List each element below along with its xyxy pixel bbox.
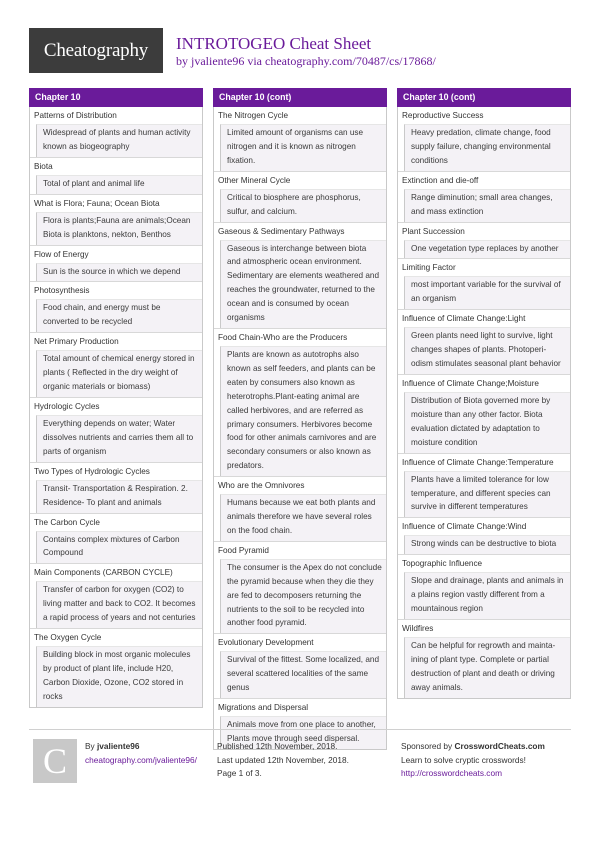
entry-title: Other Mineral Cycle [214,172,386,189]
entry [214,541,386,634]
entry-body: Slope and drainage, plants and animals in a plains region vastly different from a mountainous region [404,572,570,619]
entry-body: Animals move from one place to another, Plants move through seed dispersal. [220,716,386,749]
section-list [397,107,571,699]
entry [398,453,570,518]
entry-title: Migrations and Dispersal [214,699,386,716]
entry [398,309,570,374]
entry-title: Topographic Influence [398,555,570,572]
entry-title: Main Components (CARBON CYCLE) [30,564,202,581]
entry-title: Plant Succession [398,223,570,240]
entry-title: Influence of Climate Change:Temperature [398,454,570,471]
sheet-title: INTROTOGEO Cheat Sheet [176,34,372,53]
entry-title: Food Pyramid [214,542,386,559]
footer-sponsor-url-link[interactable]: http://crosswordcheats.com [401,768,502,779]
section-list [213,107,387,750]
byline-author-link[interactable]: jvaliente96 [191,54,245,68]
entry [30,194,202,245]
column-heading: Chapter 10 (cont) [213,88,387,107]
entry-title: Two Types of Hydrologic Cycles [30,463,202,480]
cheatography-c-logo[interactable]: C [33,739,77,783]
column-2 [213,88,387,750]
entry-body: Strong winds can be destructive to biota [404,535,570,554]
footer-published: Published 12th November, 2018. [217,741,338,751]
entry [398,258,570,309]
footer-author-name[interactable]: jvaliente96 [97,741,140,751]
entry-body: One vegetation type replaces by another [404,240,570,259]
entry-body: Heavy predation, climate change, food supply failure, changing environmental conditions [404,124,570,171]
entry-body: Plants have a limited tolerance for low temperature, and different species can survive in different temperatures [404,471,570,518]
column-heading: Chapter 10 (cont) [397,88,571,107]
entry [30,281,202,332]
entry-title: Influence of Climate Change;Moisture [398,375,570,392]
cheatography-logo[interactable]: Cheatography [29,28,163,73]
entry [398,171,570,222]
entry-body: Survival of the fittest. Some localized, and several scattered localities of the same genus [220,651,386,698]
entry-title: Patterns of Distribution [30,107,202,124]
entry-body: The consumer is the Apex do not conclude the pyramid because when they die they are fed to decomposers returning the nutrients to the soil to be recycled into another food pyramid. [220,559,386,634]
column-heading: Chapter 10 [29,88,203,107]
entry-body: Transfer of carbon for oxygen (CO2) to living matter and back to CO2. It becomes a rapid process of years and not centuries [36,581,202,628]
entry-title: What is Flora; Fauna; Ocean Biota [30,195,202,212]
entry-title: Flow of Energy [30,246,202,263]
byline [176,54,436,69]
footer-divider [29,729,571,730]
entry-body: Food chain, and energy must be converted to be recycled [36,299,202,332]
entry-body: Limited amount of organisms can use nitrogen and it is known as nitrogen fixation. [220,124,386,171]
entry [30,462,202,513]
entry-title: Net Primary Production [30,333,202,350]
entry [398,517,570,554]
entry-title: Wildfires [398,620,570,637]
entry-body: Range diminution; small area changes, and mass extinction [404,189,570,222]
entry-body: Contains complex mixtures of Carbon Compound [36,531,202,564]
entry-body: Green plants need light to survive, light changes shapes of plants. Photoperi-odism stimulates seasonal plant behavior [404,327,570,374]
entry-title: Reproductive Success [398,107,570,124]
entry [30,107,202,157]
entry-body: Plants are known as autotrophs also known as self feeders, and plants can be eaten by consumers also known as heterotrophs.Plant-eating animal are called herbivores, and are referred as primary consumers. Herbivores become food for other animals carnivores and are secondary consumers or also known as predators. [220,346,386,476]
footer-author-block [85,740,197,767]
footer-author-line [85,740,197,754]
footer-author-url-link[interactable]: cheatography.com/jvaliente96/ [85,754,197,765]
entry-title: Influence of Climate Change:Wind [398,518,570,535]
footer-by-label: By [85,741,95,751]
entry-body: Total of plant and animal life [36,175,202,194]
byline-prefix: by [176,54,188,68]
entry-body: Can be helpful for regrowth and mainta-ining of plant type. Complete or partial destruction of plant and death or driving away animals. [404,637,570,698]
entry [30,513,202,564]
entry [30,563,202,628]
footer-sponsor-line [401,740,545,754]
entry [214,476,386,541]
entry [398,222,570,259]
entry-body: most important variable for the survival of an organism [404,276,570,309]
footer-sponsor-tagline: Learn to solve cryptic crosswords! [401,754,526,765]
column-1 [29,88,203,708]
entry-body: Distribution of Biota governed more by moisture than any other factor. Biota evaluation dictated by adaptation to moisture condition [404,392,570,453]
footer-sponsor-name[interactable]: CrosswordCheats.com [454,741,545,751]
entry-body: Widespread of plants and human activity known as biogeography [36,124,202,157]
entry [214,222,386,328]
entry [398,374,570,453]
entry-body: Humans because we eat both plants and animals therefore we have several roles on the food chain. [220,494,386,541]
entry-body: Everything depends on water; Water dissolves nutrients and carries them all to parts of organism [36,415,202,462]
entry-title: Biota [30,158,202,175]
footer-updated: Last updated 12th November, 2018. [217,754,349,765]
entry-body: Total amount of chemical energy stored in plants ( Reflected in the dry weight of organic materials or biomass) [36,350,202,397]
entry [30,245,202,282]
entry-title: The Oxygen Cycle [30,629,202,646]
entry-body: Gaseous is interchange between biota and atmospheric ocean environment. Sedimentary are elements weathered and reaches the groundwater, returned to the ocean and is consumed by ocean organisms [220,240,386,328]
entry [30,157,202,194]
entry-title: The Nitrogen Cycle [214,107,386,124]
entry-title: Food Chain-Who are the Producers [214,329,386,346]
entry [30,332,202,397]
column-3 [397,88,571,699]
entry-title: Influence of Climate Change:Light [398,310,570,327]
entry-body: Building block in most organic molecules by product of plant life, include H20, Carbon Dioxide, Ozone, CO2 stored in rocks [36,646,202,707]
entry-body: Critical to biosphere are phosphorus, sulfur, and calcium. [220,189,386,222]
footer-publish-block [217,740,349,781]
section-list [29,107,203,708]
entry-body: Flora is plants;Fauna are animals;Ocean Biota is planktons, nekton, Benthos [36,212,202,245]
byline-via: via [247,54,262,68]
entry-title: Gaseous & Sedimentary Pathways [214,223,386,240]
entry [398,107,570,171]
entry-title: Extinction and die-off [398,172,570,189]
entry [398,619,570,698]
entry-title: Evolutionary Development [214,634,386,651]
entry-body: Transit- Transportation & Respiration. 2. Residence- To plant and animals [36,480,202,513]
entry [214,633,386,698]
entry [214,328,386,476]
footer-sponsor-block [401,740,545,781]
entry-body: Sun is the source in which we depend [36,263,202,282]
footer-sponsor-prefix: Sponsored by [401,741,453,751]
entry [30,397,202,462]
byline-url-link[interactable]: cheatography.com/70487/cs/17868/ [265,54,436,68]
entry [30,628,202,707]
footer-page: Page 1 of 3. [217,768,262,779]
entry [214,171,386,222]
entry-title: Hydrologic Cycles [30,398,202,415]
entry-title: Limiting Factor [398,259,570,276]
entry-title: Photosynthesis [30,282,202,299]
entry-title: Who are the Omnivores [214,477,386,494]
entry [214,107,386,171]
entry-title: The Carbon Cycle [30,514,202,531]
entry [398,554,570,619]
